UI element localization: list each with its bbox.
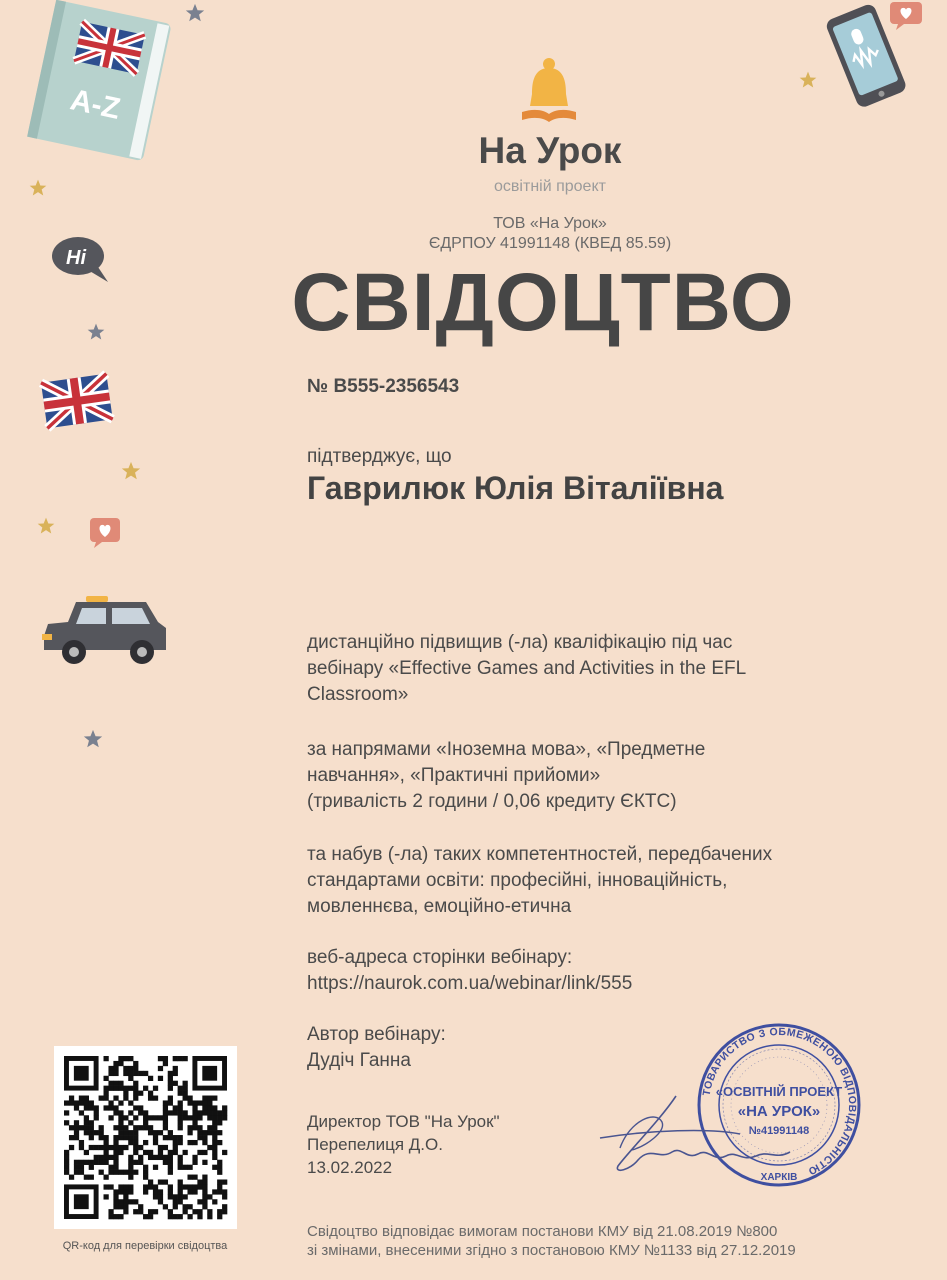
star-icon (82, 728, 104, 750)
svg-text:«НА УРОК»: «НА УРОК» (737, 1103, 821, 1120)
paragraph-line: та набув (-ла) таких компетентностей, передбачених (307, 844, 773, 865)
director-title: Директор ТОВ "На Урок" (307, 1112, 500, 1131)
web-address-paragraph (307, 945, 887, 997)
svg-text:A-Z: A-Z (67, 83, 124, 126)
company-info (0, 214, 947, 254)
heart-bubble-icon (888, 0, 928, 32)
issue-date: 13.02.2022 (307, 1158, 393, 1177)
legal-line: Свідоцтво відповідає вимогам постанови КМУ від 21.08.2019 №800 (307, 1223, 778, 1240)
paragraph-line: вебінару «Effective Games and Activities in the EFL (307, 658, 747, 679)
legal-notice (307, 1222, 796, 1260)
paragraph-line: Classroom» (307, 684, 409, 705)
director-name: Перепелиця Д.О. (307, 1135, 443, 1154)
certificate-title: СВІДОЦТВО (291, 257, 795, 348)
confirms-text: підтверджує, що (307, 446, 452, 467)
star-icon (798, 70, 818, 90)
author-label: Автор вебінару: (307, 1024, 446, 1045)
star-icon (120, 460, 142, 482)
svg-text:Hi: Hi (66, 247, 86, 269)
paragraph-line: дистанційно підвищив (-ла) кваліфікацію під час (307, 632, 733, 653)
recipient-name: Гаврилюк Юлія Віталіївна (307, 470, 724, 506)
star-icon (184, 2, 206, 24)
company-registry: ЄДРПОУ 41991148 (КВЕД 85.59) (428, 235, 672, 252)
heart-bubble-icon (88, 516, 124, 550)
qualification-paragraph (307, 630, 887, 708)
director-signature (590, 1090, 810, 1180)
certificate-number: № В555-2356543 (307, 376, 460, 397)
paragraph-line: навчання», «Практичні прийоми» (307, 765, 601, 786)
web-address-label: веб-адреса сторінки вебінару: (307, 947, 573, 968)
paragraph-line: за напрямами «Іноземна мова», «Предметне (307, 739, 706, 760)
webinar-link[interactable]: https://naurok.com.ua/webinar/link/555 (307, 973, 633, 994)
company-name: ТОВ «На Урок» (493, 215, 607, 232)
taxi-icon (38, 594, 172, 668)
svg-text:«ОСВІТНІЙ ПРОЕКТ: «ОСВІТНІЙ ПРОЕКТ (715, 1084, 843, 1099)
qr-code[interactable] (54, 1046, 237, 1229)
paragraph-line: (тривалість 2 години / 0,06 кредиту ЄКТС) (307, 791, 677, 812)
author-name: Дудіч Ганна (307, 1050, 411, 1071)
svg-text:№41991148: №41991148 (748, 1125, 810, 1137)
legal-line: зі змінами, внесеними згідно з постановою КМУ №1133 від 27.12.2019 (307, 1242, 796, 1259)
star-icon (36, 516, 56, 536)
directions-paragraph (307, 737, 887, 815)
qr-caption: QR-код для перевірки свідоцтва (62, 1240, 228, 1252)
svg-text:ХАРКІВ: ХАРКІВ (760, 1172, 798, 1183)
bell-icon (516, 56, 582, 130)
svg-text:ТОВАРИСТВО З ОБМЕЖЕНОЮ ВІДПОВІ: ТОВАРИСТВО З ОБМЕЖЕНОЮ ВІДПОВІДАЛЬНІСТЮ (700, 1025, 859, 1178)
paragraph-line: мовленнєва, емоційно-етична (307, 896, 572, 917)
qr-code-image (54, 1046, 237, 1229)
logo-subtitle: освітній проект (494, 178, 606, 195)
uk-flag-icon (38, 370, 116, 434)
paragraph-line: стандартами освіти: професійні, інноваційність, (307, 870, 728, 891)
competencies-paragraph (307, 842, 887, 920)
logo-title: На Урок (478, 130, 622, 171)
